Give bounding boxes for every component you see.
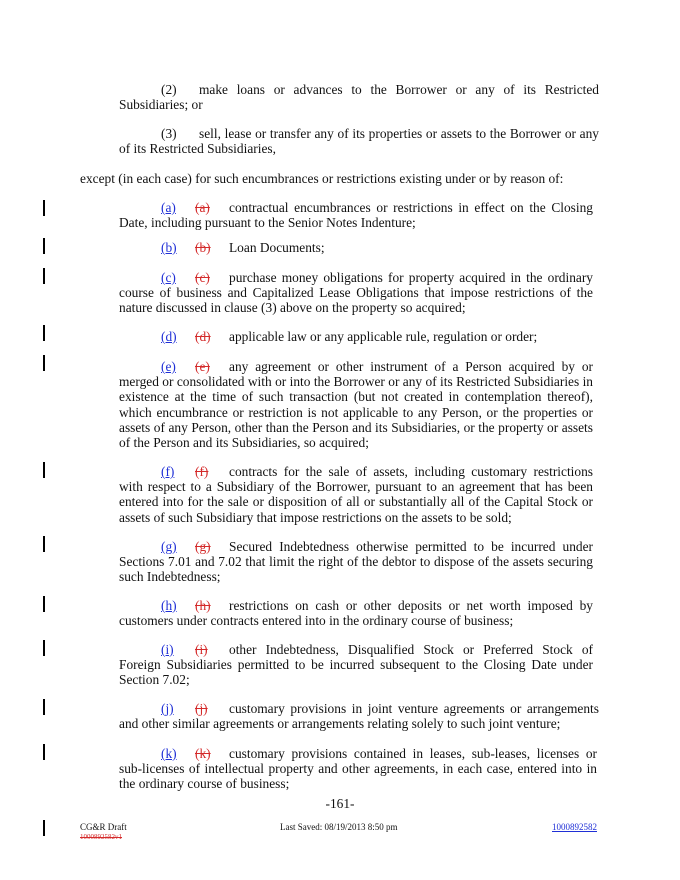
change-bar — [43, 640, 45, 656]
deleted-marker: (b) — [195, 240, 211, 255]
deleted-marker: (a) — [195, 200, 210, 215]
clause-c — [119, 270, 593, 316]
inserted-marker: (h) — [161, 598, 177, 613]
clause-text: restrictions on cash or other deposits or net worth imposed by customers under contracts entered into in the ordinary course of business; — [119, 598, 593, 629]
change-bar — [43, 355, 45, 371]
deleted-marker: (h) — [195, 598, 211, 613]
clause-g — [119, 539, 593, 585]
clause-text: customary provisions in joint venture agreements or arrangements and other similar agreements or arrangements relating solely to such joint venture; — [119, 701, 599, 732]
except-paragraph: except (in each case) for such encumbrances or restrictions existing under or by reason of: — [80, 171, 564, 186]
clause-b — [119, 240, 593, 255]
deleted-marker: (j) — [195, 701, 208, 716]
inserted-marker: (i) — [161, 642, 174, 657]
inserted-marker: (b) — [161, 240, 177, 255]
clause-text: Secured Indebtedness otherwise permitted to be incurred under Sections 7.01 and 7.02 that limit the right of the debtor to dispose of the assets securing such Indebtedness; — [119, 539, 593, 585]
clause-text: contractual encumbrances or restrictions in effect on the Closing Date, including pursuant to the Senior Notes Indenture; — [119, 200, 593, 231]
change-bar — [43, 325, 45, 341]
change-bar — [43, 200, 45, 216]
clause-d — [119, 329, 593, 344]
deleted-marker: (d) — [195, 329, 211, 344]
deleted-marker: (g) — [195, 539, 211, 554]
clause-text: sell, lease or transfer any of its properties or assets to the Borrower or any of its Restricted Subsidiaries, — [119, 126, 599, 157]
change-bar — [43, 536, 45, 552]
clause-k — [119, 746, 597, 792]
deleted-marker: (e) — [195, 359, 210, 374]
change-bar — [43, 462, 45, 478]
clause-text: Loan Documents; — [229, 240, 325, 255]
clause-f — [119, 464, 593, 525]
change-bar — [43, 820, 45, 836]
footer-draft-label: CG&R Draft — [80, 822, 127, 832]
change-bar — [43, 238, 45, 254]
footer-docid: 1000892582 — [552, 822, 597, 832]
change-bar — [43, 699, 45, 715]
clause-text: other Indebtedness, Disqualified Stock or Preferred Stock of Foreign Subsidiaries permitted to be incurred subsequent to the Closing Date under Section 7.02; — [119, 642, 593, 688]
change-bar — [43, 744, 45, 760]
clause-e — [119, 359, 593, 450]
clause-text: purchase money obligations for property acquired in the ordinary course of business and Capitalized Lease Obligations that impose restrictions of the nature discussed in clause (3) above on the property so acquired; — [119, 270, 593, 316]
page-number: -161- — [325, 796, 355, 811]
clause-3 — [119, 126, 599, 156]
clause-2 — [119, 82, 599, 112]
inserted-marker: (c) — [161, 270, 176, 285]
clause-text: contracts for the sale of assets, including customary restrictions with respect to a Subsidiary of the Borrower, pursuant to an agreement that has been entered into for the sale or disposition of all or substantially all of the Capital Stock or assets of such Subsidiary that impose restrictions on the assets to be sold; — [119, 464, 593, 525]
deleted-marker: (c) — [195, 270, 210, 285]
inserted-marker: (d) — [161, 329, 177, 344]
inserted-marker: (g) — [161, 539, 177, 554]
clause-number: (2) — [161, 82, 177, 97]
footer-last-saved: Last Saved: 08/19/2013 8:50 pm — [280, 822, 398, 832]
clause-h — [119, 598, 593, 628]
deleted-marker: (f) — [195, 464, 209, 479]
clause-number: (3) — [161, 126, 177, 141]
change-bar — [43, 268, 45, 284]
clause-text: any agreement or other instrument of a Person acquired by or merged or consolidated with or into the Borrower or any of its Restricted Subsidiaries in existence at the time of such transaction (but not created in contemplation thereof), which encumbrance or restriction is not applicable to any Person, or the properties or assets of any Person, other than the Person and its Subsidiaries, or the property or assets of the Person and its Subsidiaries, so acquired; — [119, 359, 593, 451]
inserted-marker: (a) — [161, 200, 176, 215]
footer-deleted-docid: 1000892582v1 — [80, 833, 122, 841]
inserted-marker: (k) — [161, 746, 177, 761]
clause-text: make loans or advances to the Borrower or any of its Restricted Subsidiaries; or — [119, 82, 599, 113]
inserted-marker: (j) — [161, 701, 174, 716]
inserted-marker: (e) — [161, 359, 176, 374]
clause-text: applicable law or any applicable rule, regulation or order; — [229, 329, 538, 344]
clause-a — [119, 200, 593, 230]
clause-text: customary provisions contained in leases, sub-leases, licenses or sub-licenses of intellectual property and other agreements, in each case, entered into in the ordinary course of business; — [119, 746, 597, 792]
deleted-marker: (i) — [195, 642, 208, 657]
change-bar — [43, 596, 45, 612]
deleted-marker: (k) — [195, 746, 211, 761]
clause-i — [119, 642, 593, 688]
clause-j — [119, 701, 599, 731]
inserted-marker: (f) — [161, 464, 175, 479]
